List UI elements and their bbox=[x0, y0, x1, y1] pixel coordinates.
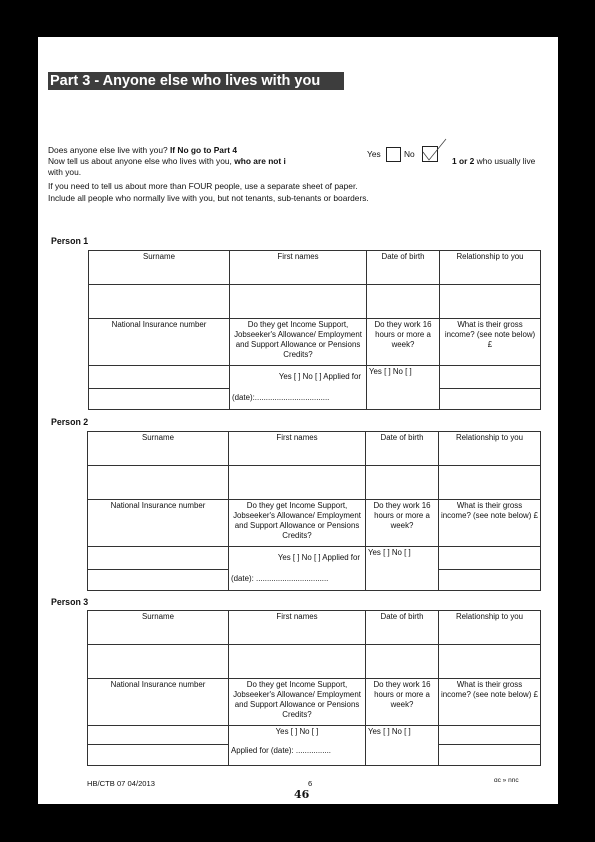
first-names-field[interactable] bbox=[230, 285, 367, 319]
ni-field-1[interactable] bbox=[88, 547, 229, 570]
no-label: No bbox=[404, 149, 415, 159]
intro-line-2-text: Now tell us about anyone else who lives with you, bbox=[48, 156, 235, 166]
income-header: What is their gross income? (see note below) £ bbox=[439, 500, 541, 547]
income-field-2[interactable] bbox=[440, 389, 541, 410]
first-names-field[interactable] bbox=[229, 645, 366, 679]
applied-date: Applied for (date): ................ bbox=[231, 746, 331, 755]
relationship-header: Relationship to you bbox=[439, 432, 541, 466]
benefits-answer-cell[interactable] bbox=[229, 726, 366, 766]
intro-line-4: If you need to tell us about more than FOUR people, use a separate sheet of paper. bbox=[48, 181, 358, 191]
income-header: What is their gross income? (see note below) £ bbox=[439, 679, 541, 726]
benefits-answer-cell[interactable] bbox=[230, 366, 367, 410]
relationship-field[interactable] bbox=[440, 285, 541, 319]
yes-label: Yes bbox=[367, 149, 381, 159]
person-1-label: Person 1 bbox=[51, 236, 89, 246]
person-3-label: Person 3 bbox=[51, 597, 89, 607]
ni-field-2[interactable] bbox=[88, 570, 229, 591]
intro-line-1 bbox=[48, 145, 237, 156]
ni-field-2[interactable] bbox=[88, 745, 229, 766]
benefits-answer: Yes [ ] No [ ] Applied for bbox=[277, 553, 360, 562]
stamp-number: 46 bbox=[294, 788, 310, 801]
intro-line-2-end bbox=[452, 156, 535, 167]
applied-date: (date):.................................. bbox=[232, 393, 330, 402]
ni-field-2[interactable] bbox=[89, 389, 230, 410]
surname-header: Surname bbox=[89, 251, 230, 285]
intro-line-2-end-bold: 1 or 2 bbox=[452, 156, 475, 166]
work-answer[interactable]: Yes [ ] No [ ] bbox=[366, 726, 439, 766]
benefits-answer-cell[interactable] bbox=[229, 547, 366, 591]
surname-header: Surname bbox=[88, 432, 229, 466]
person-3-table bbox=[87, 610, 541, 766]
dob-field[interactable] bbox=[366, 466, 439, 500]
benefits-answer: Yes [ ] No [ ] bbox=[275, 727, 319, 736]
form-code: HB/CTB 07 04/2013 bbox=[87, 779, 155, 788]
income-field-1[interactable] bbox=[440, 366, 541, 389]
dob-field[interactable] bbox=[366, 645, 439, 679]
intro-instruction: If No go to Part 4 bbox=[169, 145, 237, 155]
surname-header: Surname bbox=[88, 611, 229, 645]
first-names-field[interactable] bbox=[229, 466, 366, 500]
income-field-1[interactable] bbox=[439, 726, 541, 745]
first-names-header: First names bbox=[230, 251, 367, 285]
intro-line-2-suffix: who usually live bbox=[474, 156, 536, 166]
intro-line-3: with you. bbox=[48, 167, 82, 177]
first-names-header: First names bbox=[229, 432, 366, 466]
relationship-header: Relationship to you bbox=[440, 251, 541, 285]
tick-mark-icon bbox=[420, 136, 450, 164]
intro-line-2-bold: who are not i bbox=[234, 156, 286, 166]
ni-header: National Insurance number bbox=[88, 500, 229, 547]
benefits-header: Do they get Income Support, Jobseeker's Allowance/ Employment and Support Allowance or Pensions Credits? bbox=[229, 679, 366, 726]
surname-field[interactable] bbox=[88, 466, 229, 500]
ni-header: National Insurance number bbox=[88, 679, 229, 726]
applied-date: (date): ................................. bbox=[231, 574, 329, 583]
first-names-header: First names bbox=[229, 611, 366, 645]
section-title: Part 3 - Anyone else who lives with you bbox=[48, 72, 344, 90]
income-header: What is their gross income? (see note below) £ bbox=[440, 319, 541, 366]
relationship-field[interactable] bbox=[439, 645, 541, 679]
person-1-table bbox=[88, 250, 541, 410]
surname-field[interactable] bbox=[89, 285, 230, 319]
work16-header: Do they work 16 hours or more a week? bbox=[367, 319, 440, 366]
income-field-2[interactable] bbox=[439, 745, 541, 766]
intro-line-5: Include all people who normally live with you, but not tenants, sub-tenants or boarders. bbox=[48, 193, 369, 203]
work-answer[interactable]: Yes [ ] No [ ] bbox=[367, 366, 440, 410]
ni-header: National Insurance number bbox=[89, 319, 230, 366]
dob-header: Date of birth bbox=[366, 432, 439, 466]
ni-field-1[interactable] bbox=[88, 726, 229, 745]
benefits-answer: Yes [ ] No [ ] Applied for bbox=[278, 372, 361, 381]
yes-checkbox[interactable] bbox=[386, 147, 401, 162]
ni-field-1[interactable] bbox=[89, 366, 230, 389]
person-2-label: Person 2 bbox=[51, 417, 89, 427]
relationship-header: Relationship to you bbox=[439, 611, 541, 645]
income-field-2[interactable] bbox=[439, 570, 541, 591]
relationship-field[interactable] bbox=[439, 466, 541, 500]
benefits-header: Do they get Income Support, Jobseeker's Allowance/ Employment and Support Allowance or Pensions Credits? bbox=[230, 319, 367, 366]
work16-header: Do they work 16 hours or more a week? bbox=[366, 679, 439, 726]
page-number: 6 bbox=[308, 779, 313, 788]
benefits-header: Do they get Income Support, Jobseeker's Allowance/ Employment and Support Allowance or Pensions Credits? bbox=[229, 500, 366, 547]
person-2-table bbox=[87, 431, 541, 591]
intro-question: Does anyone else live with you? bbox=[48, 145, 170, 155]
dob-field[interactable] bbox=[367, 285, 440, 319]
dob-header: Date of birth bbox=[367, 251, 440, 285]
intro-line-2 bbox=[48, 156, 286, 167]
work-answer[interactable]: Yes [ ] No [ ] bbox=[366, 547, 439, 591]
footer-mark: ɑc » nnc bbox=[494, 777, 519, 784]
income-field-1[interactable] bbox=[439, 547, 541, 570]
surname-field[interactable] bbox=[88, 645, 229, 679]
work16-header: Do they work 16 hours or more a week? bbox=[366, 500, 439, 547]
dob-header: Date of birth bbox=[366, 611, 439, 645]
